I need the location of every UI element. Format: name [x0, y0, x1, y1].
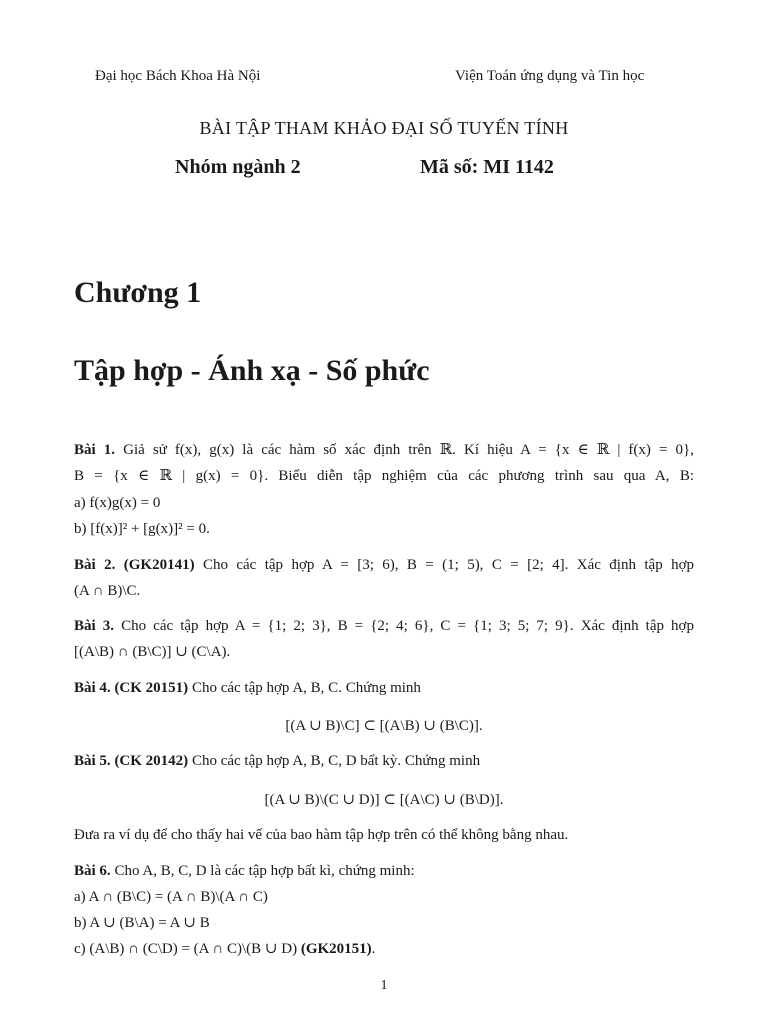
exercise-3-label: Bài 3.: [74, 618, 114, 634]
subtitle-code: Mã số: MI 1142: [420, 156, 554, 178]
exercise-1-line-2: B = {x ∈ ℝ | g(x) = 0}. Biểu diễn tập nghiệm của các phương trình sau qua A, B:: [74, 468, 694, 484]
exercise-6-part-c-text: c) (A\B) ∩ (C\D) = (A ∩ C)\(B ∪ D): [74, 941, 298, 957]
exercise-6-part-c-end: .: [371, 941, 376, 957]
exercise-6-text-1: Cho A, B, C, D là các tập hợp bất kì, chứng minh:: [114, 863, 415, 879]
document-title: BÀI TẬP THAM KHẢO ĐẠI SỐ TUYẾN TÍNH: [199, 118, 569, 138]
page-number: 1: [380, 978, 388, 993]
exercise-5-tag: (CK 20142): [114, 753, 189, 769]
exercise-5-text-1: Cho các tập hợp A, B, C, D bất kỳ. Chứng minh: [191, 753, 481, 769]
exercise-6-part-a: a) A ∩ (B\C) = (A ∩ B)\(A ∩ C): [74, 889, 268, 905]
exercise-3-line-2: [(A\B) ∩ (B\C)] ∪ (C\A).: [74, 644, 231, 660]
exercise-5-line-2: Đưa ra ví dụ để cho thấy hai vế của bao hàm tập hợp trên có thể không bằng nhau.: [74, 827, 569, 843]
exercise-2-line-2: (A ∩ B)\C.: [74, 583, 141, 599]
exercise-4-line-1: [74, 679, 421, 697]
exercise-4-tag: (CK 20151): [114, 680, 189, 696]
exercise-1-label: Bài 1.: [74, 442, 116, 458]
subtitle-group: Nhóm ngành 2: [175, 156, 301, 178]
header-institute: Viện Toán ứng dụng và Tin học: [455, 68, 645, 84]
exercise-5-line-1: [74, 752, 480, 770]
exercise-1-text-1: Giả sử f(x), g(x) là các hàm số xác định trên ℝ. Kí hiệu A = {x ∈ ℝ | f(x) = 0},: [123, 442, 694, 458]
exercise-5-formula: [(A ∪ B)\(C ∪ D)] ⊂ [(A\C) ∪ (B\D)].: [264, 792, 504, 808]
exercise-5-label: Bài 5.: [74, 753, 111, 769]
exercise-6-line-1: [74, 862, 415, 880]
exercise-4-text-1: Cho các tập hợp A, B, C. Chứng minh: [191, 680, 421, 696]
exercise-6-part-b: b) A ∪ (B\A) = A ∪ B: [74, 915, 210, 931]
exercise-2-text-1: Cho các tập hợp A = [3; 6), B = (1; 5), C = [2; 4]. Xác định tập hợp: [202, 557, 695, 573]
exercise-3-line-1: [74, 617, 694, 635]
exercise-6-part-c-tag: (GK20151): [300, 941, 372, 957]
header-university: Đại học Bách Khoa Hà Nội: [95, 68, 261, 84]
exercise-2-tag: (GK20141): [123, 557, 195, 573]
exercise-1-line-1: [74, 441, 694, 459]
exercise-4-label: Bài 4.: [74, 680, 111, 696]
exercise-6-part-c: [74, 940, 375, 958]
exercise-1-part-b: b) [f(x)]² + [g(x)]² = 0.: [74, 521, 210, 537]
exercise-4-formula: [(A ∪ B)\C] ⊂ [(A\B) ∪ (B\C)].: [285, 718, 483, 734]
chapter-title: Tập hợp - Ánh xạ - Số phức: [74, 354, 430, 387]
exercise-1-part-a: a) f(x)g(x) = 0: [74, 495, 161, 511]
exercise-3-text-1: Cho các tập hợp A = {1; 2; 3}, B = {2; 4; 6}, C = {1; 3; 5; 7; 9}. Xác định tập hợp: [121, 618, 694, 634]
exercise-2-line-1: [74, 556, 694, 574]
exercise-6-label: Bài 6.: [74, 863, 111, 879]
chapter-number: Chương 1: [74, 276, 202, 309]
exercise-2-label: Bài 2.: [74, 557, 116, 573]
